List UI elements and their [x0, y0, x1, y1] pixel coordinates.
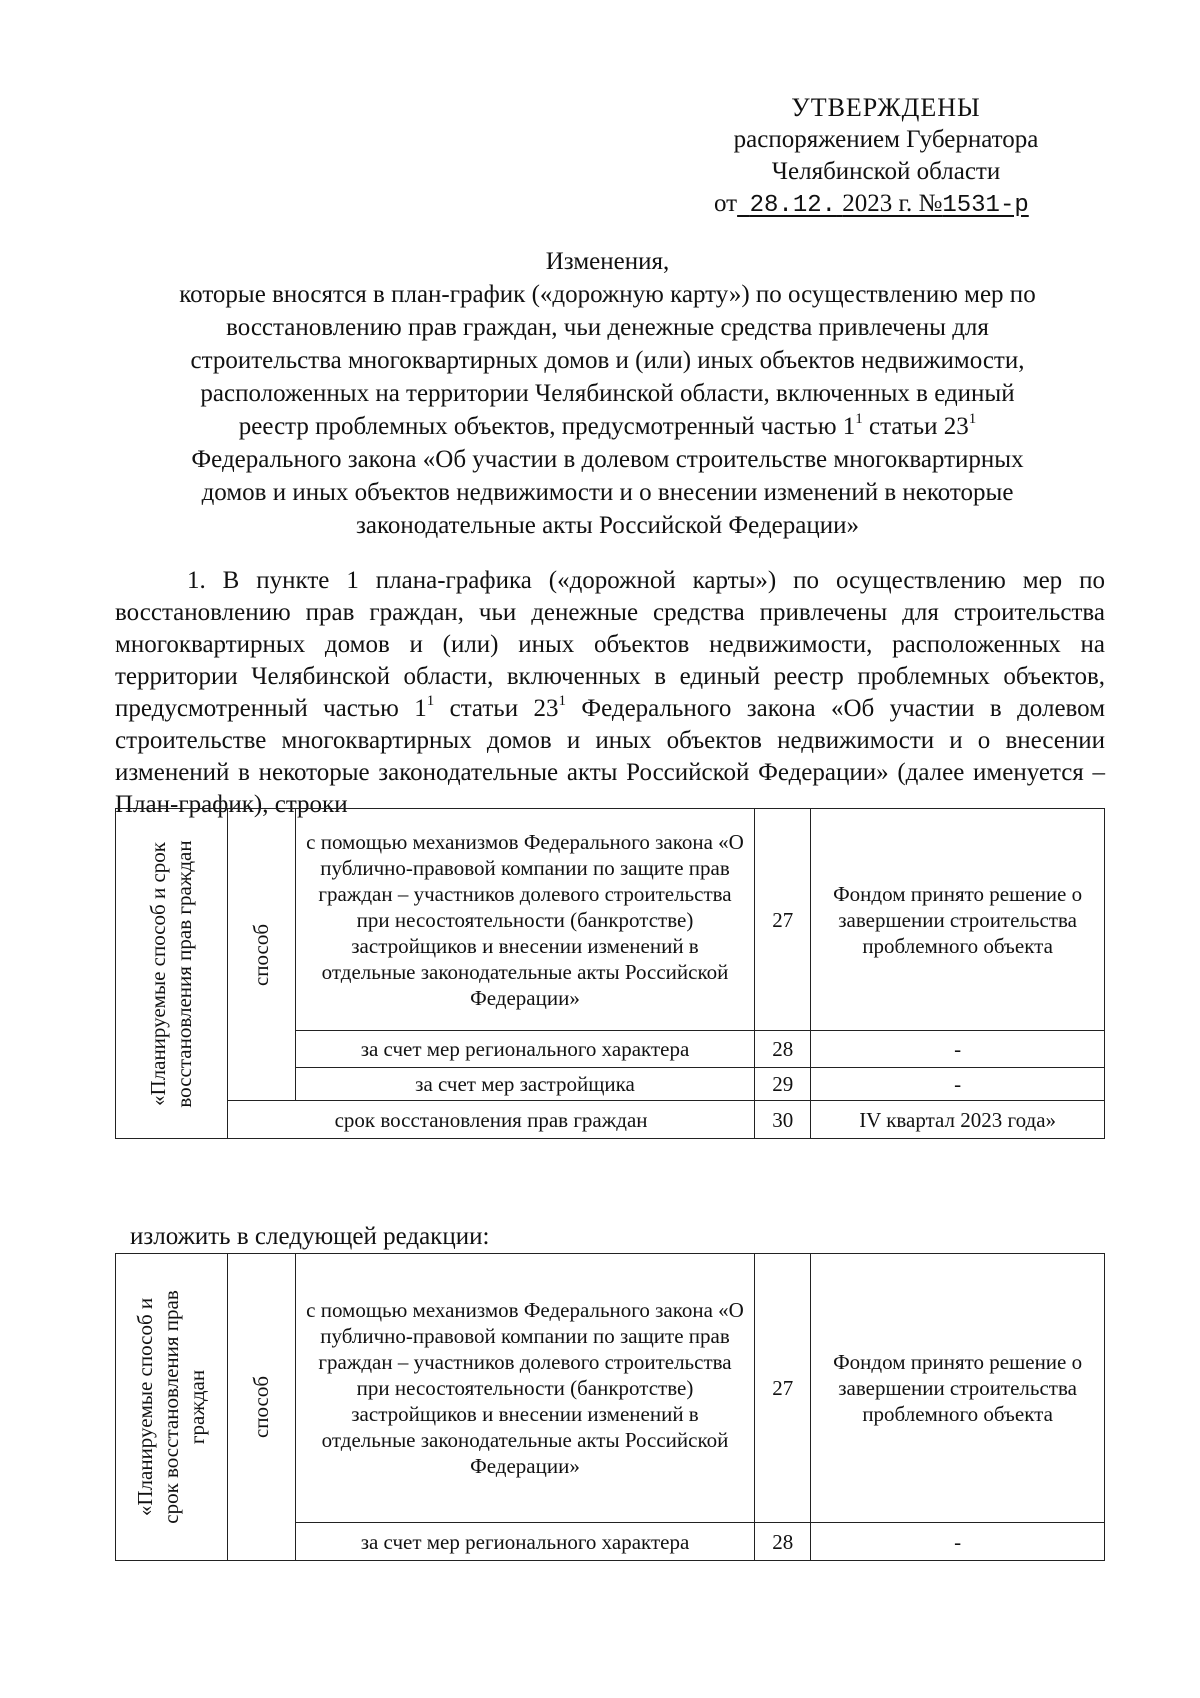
- handwritten-number: 1531-р: [942, 192, 1029, 219]
- superscript: 1: [558, 693, 566, 709]
- heading-line: домов и иных объектов недвижимости и о внесении изменений в некоторые: [201, 479, 1014, 506]
- date-suffix: 2023 г. №: [842, 190, 943, 217]
- method-label: способ: [249, 923, 274, 986]
- row-29-value: -: [811, 1068, 1105, 1101]
- row-28-value: -: [811, 1523, 1105, 1561]
- row-30-number: 30: [755, 1101, 811, 1139]
- row-27-text: с помощью механизмов Федерального закона «О публично-правовой компании по защите прав граждан – участников долевого строительства при несостоятельности (банкротстве) застройщиков и внесении изменений в отдельные законодательные акты Российской Федерации»: [295, 1254, 755, 1523]
- table-new-rows: [115, 1253, 1105, 1561]
- group-label-cell: [116, 809, 228, 1139]
- row-27-value: Фондом принято решение о завершении строительства проблемного объекта: [811, 809, 1105, 1031]
- row-27-number: 27: [755, 809, 811, 1031]
- row-28-number: 28: [755, 1031, 811, 1068]
- group-label-line: граждан: [185, 1369, 210, 1445]
- body-paragraph: [115, 565, 1105, 821]
- group-label-line: «Планируемые способ и срок: [146, 841, 171, 1106]
- row-27-number: 27: [755, 1254, 811, 1523]
- heading-line: восстановлению прав граждан, чьи денежные средства привлечены для: [226, 314, 989, 341]
- method-label-cell: [227, 1254, 295, 1561]
- heading-line: законодательные акты Российской Федерации»: [355, 512, 859, 539]
- paragraph-part-1: 1. В пункте 1 плана-графика («дорожной карты») по осуществлению мер по восстановлению прав граждан, чьи денежные средства привлечены для строительства многоквартирных домов и (или) иных объектов недвижимости, расположенных на территории Челябинской области, включенных в единый реестр проблемных объектов, предусмотренный частью 1: [115, 567, 1105, 722]
- group-label-line: «Планируемые способ и: [133, 1297, 158, 1517]
- heading-line: расположенных на территории Челябинской области, включенных в единый: [200, 380, 1015, 407]
- superscript: 1: [426, 693, 435, 709]
- method-label: способ: [249, 1375, 274, 1439]
- heading-line-5a: реестр проблемных объектов, предусмотренный частью 1: [238, 413, 856, 440]
- table-row: [116, 809, 1105, 1031]
- heading-line: Федерального закона «Об участии в долевом строительстве многоквартирных: [191, 446, 1024, 473]
- approval-line-1: распоряжением Губернатора: [733, 126, 1039, 153]
- group-label: [132, 1290, 210, 1524]
- row-27-value: Фондом принято решение о завершении строительства проблемного объекта: [811, 1254, 1105, 1523]
- method-label-cell: [227, 809, 295, 1101]
- approval-block: [676, 92, 1096, 222]
- group-label-line: восстановления прав граждан: [172, 839, 197, 1108]
- row-28-text: за счет мер регионального характера: [295, 1523, 755, 1561]
- row-30-text: срок восстановления прав граждан: [227, 1101, 754, 1139]
- heading-line: [115, 410, 1100, 443]
- row-28-text: за счет мер регионального характера: [295, 1031, 755, 1068]
- row-28-number: 28: [755, 1523, 811, 1561]
- date-prefix: от: [714, 190, 738, 217]
- row-27-text: с помощью механизмов Федерального закона «О публично-правовой компании по защите прав граждан – участников долевого строительства при несостоятельности (банкротстве) застройщиков и внесении изменений в отдельные законодательные акты Российской Федерации»: [295, 809, 755, 1031]
- approval-line-2: Челябинской области: [771, 158, 1001, 185]
- document-heading: [115, 245, 1100, 542]
- group-label-cell: [116, 1254, 228, 1561]
- heading-line: строительства многоквартирных домов и (или) иных объектов недвижимости,: [190, 347, 1025, 374]
- replacement-label: изложить в следующей редакции:: [130, 1223, 490, 1250]
- row-28-value: -: [811, 1031, 1105, 1068]
- row-29-text: за счет мер застройщика: [295, 1068, 755, 1101]
- approval-date-line: [676, 188, 1096, 222]
- row-30-value: IV квартал 2023 года»: [811, 1101, 1105, 1139]
- heading-line: которые вносятся в план-график («дорожную карту») по осуществлению мер по: [179, 281, 1036, 308]
- handwritten-date: 28.12.: [749, 192, 837, 219]
- paragraph-text: [115, 565, 1105, 821]
- paragraph-part-3: Федерального закона «Об участии в долевом строительстве многоквартирных домов и иных объектов недвижимости и о внесении изменений в некоторые законодательные акты Российской Федерации» (далее именуется – План-график), строки: [115, 695, 1106, 818]
- superscript: 1: [855, 411, 863, 427]
- group-label-line: срок восстановления прав: [159, 1290, 184, 1524]
- paragraph-part-2: статьи 23: [434, 695, 559, 722]
- superscript: 1: [968, 411, 977, 427]
- table-row: [116, 1101, 1105, 1139]
- row-29-number: 29: [755, 1068, 811, 1101]
- heading-line-5b: статьи 23: [862, 413, 969, 440]
- table-old-rows: [115, 808, 1105, 1139]
- table-row: [116, 1254, 1105, 1523]
- date-underline-gap: [737, 190, 750, 217]
- approval-title: УТВЕРЖДЕНЫ: [791, 93, 981, 122]
- heading-title: Изменения,: [545, 248, 670, 275]
- group-label: [145, 840, 197, 1107]
